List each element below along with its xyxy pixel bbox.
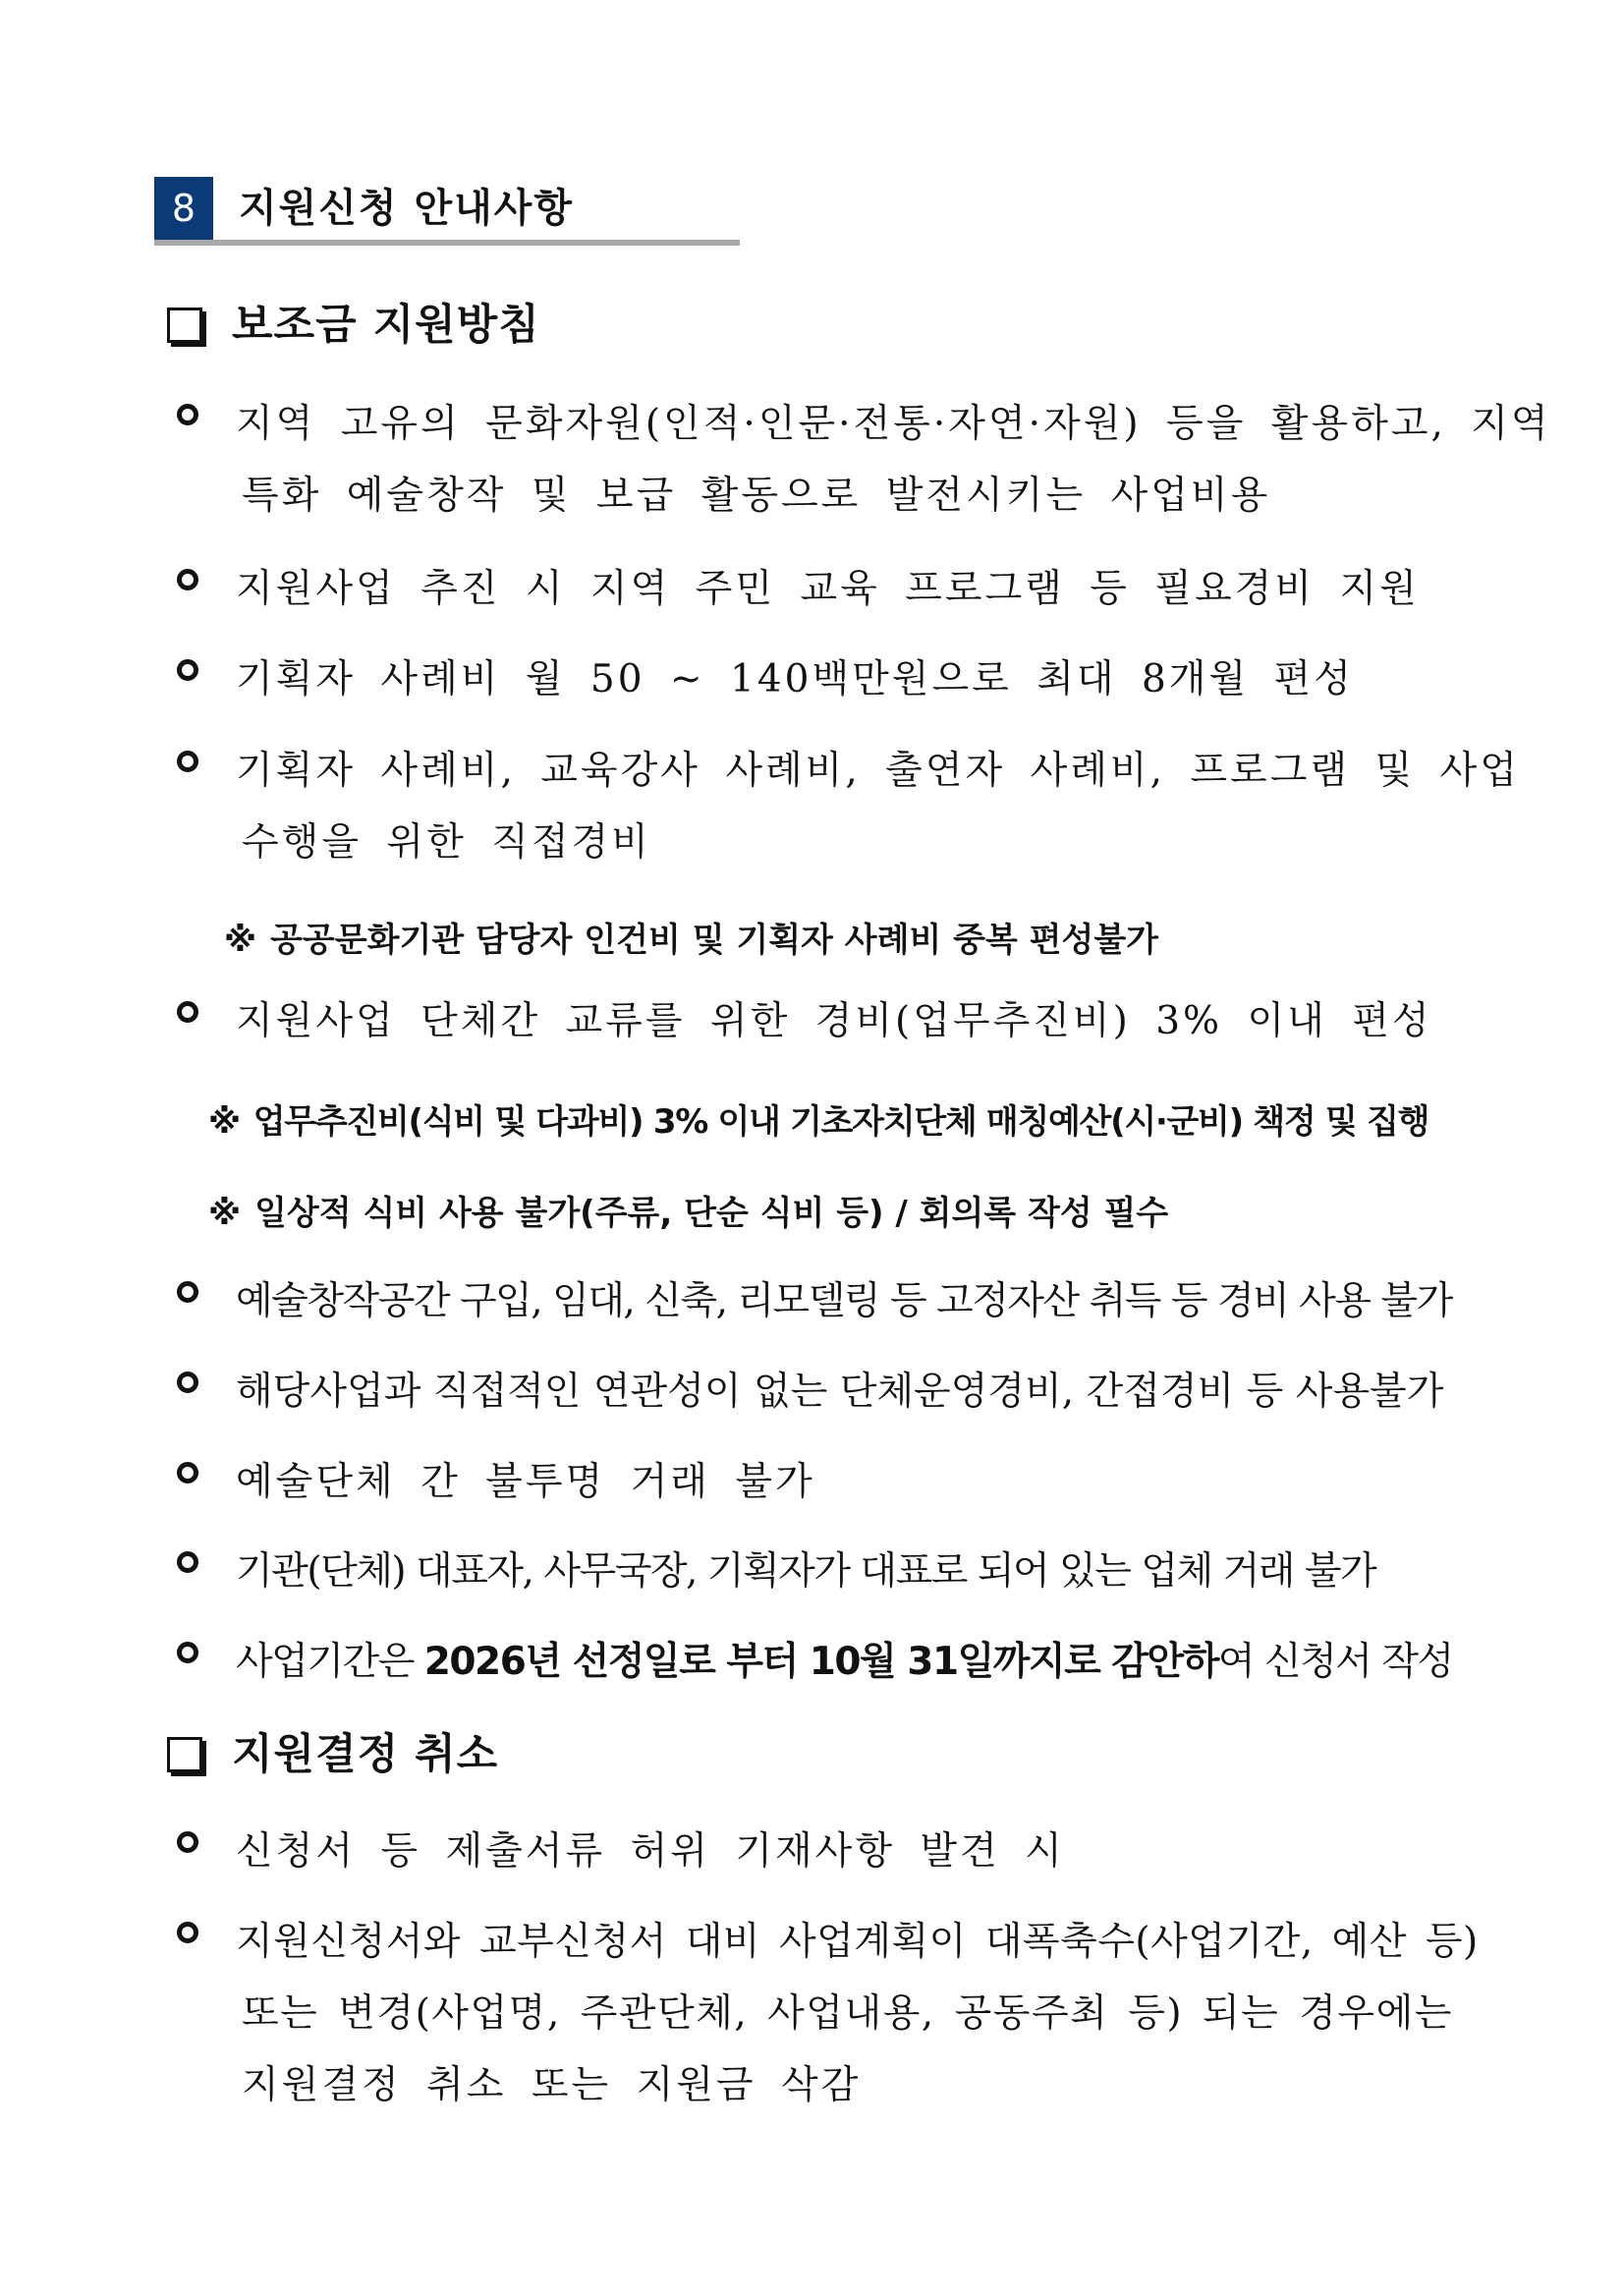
item-text	[236, 1626, 1484, 1698]
item-text-line: 수행을 위한 직접경비	[242, 820, 651, 865]
note-text: 업무추진비(식비 및 다과비) 3% 이내 기초자치단체 매칭예산(시·군비) 책정 및 집행	[252, 1102, 1429, 1142]
item-text-bold: 2026년 선정일로 부터 10월 31일까지로 감안하	[423, 1640, 1218, 1684]
note	[208, 1192, 1168, 1235]
square-bullet-icon	[167, 308, 202, 343]
circle-bullet-icon	[177, 1831, 198, 1853]
circle-bullet-icon	[177, 1001, 198, 1023]
square-bullet-icon	[167, 1737, 202, 1772]
item-text: 기획자 사례비 월 50 ~ 140백만원으로 최대 8개월 편성	[236, 657, 1354, 701]
circle-bullet-icon	[177, 1462, 198, 1484]
section-number: 8	[154, 177, 213, 240]
note-mark: ※	[208, 1194, 242, 1233]
circle-bullet-icon	[177, 1551, 198, 1573]
item-text: 지원사업 추진 시 지역 주민 교육 프로그램 등 필요경비 지원	[236, 567, 1420, 611]
note-mark: ※	[208, 1102, 240, 1142]
item-text: 예술창작공간 구입, 임대, 신축, 리모델링 등 고정자산 취득 등 경비 사용 불가	[236, 1279, 1452, 1323]
item-text: 예술단체 간 불투명 거래 불가	[236, 1460, 815, 1504]
item-text-line: 지역 고유의 문화자원(인적·인문·전통·자연·자원) 등을 활용하고, 지역	[236, 402, 1551, 446]
heading-cancellation-text: 지원결정 취소	[232, 1730, 499, 1779]
circle-bullet-icon	[177, 1281, 198, 1303]
item-text: 신청서 등 제출서류 허위 기재사항 발견 시	[236, 1829, 1065, 1874]
item-text-suffix: 여 신청서 작성	[1217, 1640, 1453, 1684]
circle-bullet-icon	[177, 404, 198, 425]
item-text-line: 특화 예술창작 및 보급 활동으로 발전시키는 사업비용	[242, 474, 1271, 518]
item-text-prefix: 사업기간은	[236, 1640, 424, 1684]
item-text-line: 지원결정 취소 또는 지원금 삭감	[242, 2063, 862, 2107]
circle-bullet-icon	[177, 1372, 198, 1393]
note-text: 공공문화기관 담당자 인건비 및 기획자 사례비 중복 편성불가	[270, 921, 1159, 960]
section-title: 지원신청 안내사항	[239, 186, 575, 231]
note-mark: ※	[224, 921, 257, 960]
section-divider	[154, 240, 740, 246]
item-text: 기관(단체) 대표자, 사무국장, 기획자가 대표로 되어 있는 업체 거래 불가	[236, 1549, 1376, 1594]
item-text-line: 기획자 사례비, 교육강사 사례비, 출연자 사례비, 프로그램 및 사업	[236, 749, 1520, 793]
note	[224, 919, 1158, 962]
item-text: 해당사업과 직접적인 연관성이 없는 단체운영경비, 간접경비 등 사용불가	[236, 1370, 1444, 1414]
circle-bullet-icon	[177, 1922, 198, 1943]
note-text: 일상적 식비 사용 불가(주류, 단순 식비 등) / 회의록 작성 필수	[254, 1194, 1169, 1233]
circle-bullet-icon	[177, 659, 198, 681]
circle-bullet-icon	[177, 1642, 198, 1663]
note	[208, 1100, 1428, 1144]
circle-bullet-icon	[177, 569, 198, 590]
circle-bullet-icon	[177, 751, 198, 772]
heading-subsidy-policy-text: 보조금 지원방침	[232, 301, 540, 350]
section-header	[154, 177, 740, 248]
item-text-line: 또는 변경(사업명, 주관단체, 사업내용, 공동주최 등) 되는 경우에는	[242, 1991, 1453, 2036]
item-text-line: 지원신청서와 교부신청서 대비 사업계획이 대폭축수(사업기간, 예산 등)	[236, 1920, 1479, 1964]
item-text: 지원사업 단체간 교류를 위한 경비(업무추진비) 3% 이내 편성	[236, 999, 1432, 1043]
